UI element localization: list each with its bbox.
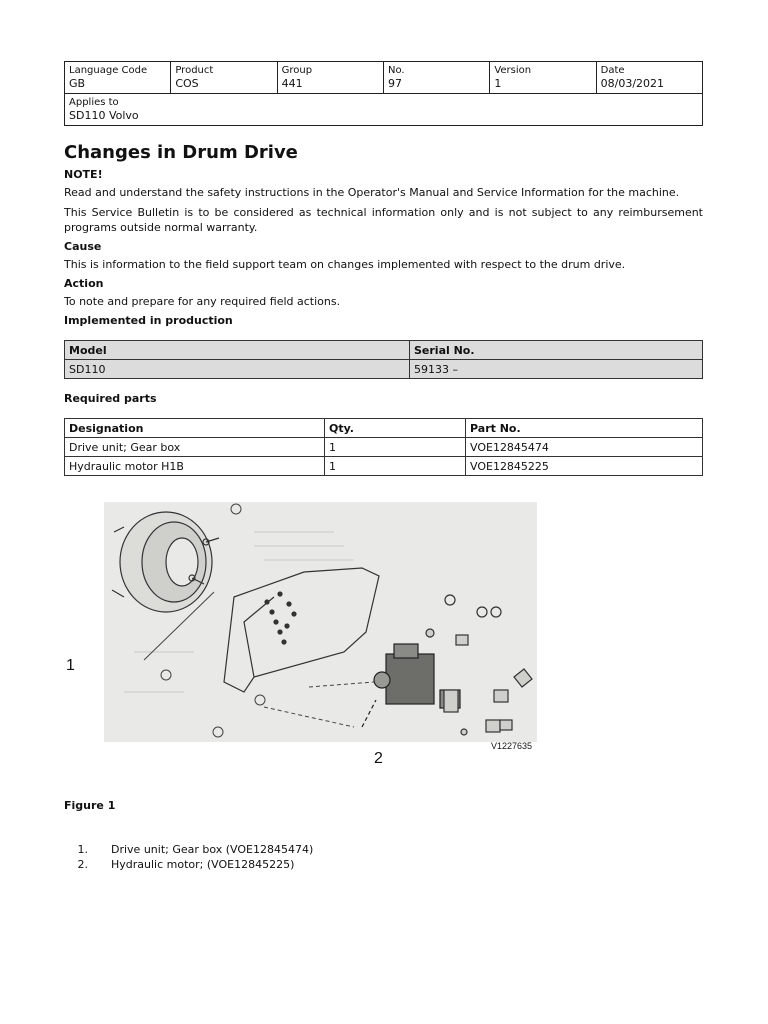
version-cell: [490, 62, 596, 94]
figure-1: [66, 502, 537, 767]
product-label: Product: [175, 65, 214, 76]
table-row: [65, 438, 703, 457]
group-cell: [277, 62, 383, 94]
version-value: 1: [494, 77, 502, 90]
list-item: [64, 842, 313, 857]
number-value: 97: [387, 77, 402, 90]
note-heading: NOTE!: [64, 168, 103, 181]
table-row: [65, 457, 703, 476]
applies-to-label: Applies to: [69, 97, 119, 108]
group-label: Group: [281, 65, 313, 76]
item-text: Drive unit; Gear box (VOE12845474): [111, 843, 314, 856]
part-number-cell: VOE12845474: [466, 438, 703, 457]
page-title: Changes in Drum Drive: [64, 142, 298, 163]
designation-column-header: Designation: [65, 419, 325, 438]
item-number: 2.: [77, 858, 88, 871]
note-text: Read and understand the safety instructions in the Operator's Manual and Service Information for the machine.: [64, 186, 680, 199]
bulletin-header-table: [64, 61, 703, 126]
item-number: 1.: [77, 843, 88, 856]
cause-heading: Cause: [64, 240, 102, 253]
part-number-cell: VOE12845225: [466, 457, 703, 476]
callout-1: 1: [66, 657, 75, 674]
action-heading: Action: [64, 277, 104, 290]
model-column-header: Model: [65, 341, 410, 360]
product-cell: [171, 62, 277, 94]
applies-to-cell: [65, 94, 703, 126]
service-bulletin: [64, 61, 703, 476]
bulletin-text: This Service Bulletin is to be considered as technical information only and is not subject to any reimbursement programs outside normal warranty.: [64, 206, 703, 234]
image-code: V1227635: [491, 741, 533, 751]
language-code-label: Language Code: [69, 65, 148, 76]
figure-caption: Figure 1: [64, 799, 116, 812]
date-label: Date: [600, 65, 625, 76]
designation-cell: Hydraulic motor H1B: [65, 457, 325, 476]
table-header-row: [65, 341, 703, 360]
item-text: Hydraulic motor; (VOE12845225): [111, 858, 295, 871]
implemented-heading: Implemented in production: [64, 314, 233, 327]
serial-column-header: Serial No.: [410, 341, 703, 360]
applies-to-value: SD110 Volvo: [69, 109, 139, 122]
callout-2: 2: [374, 750, 383, 767]
table-row: [65, 360, 703, 379]
number-label: No.: [387, 65, 405, 76]
date-value: 08/03/2021: [600, 77, 665, 90]
language-code-value: GB: [69, 77, 86, 90]
table-header-row: [65, 419, 703, 438]
serial-cell: 59133 –: [410, 360, 703, 379]
action-text: To note and prepare for any required field actions.: [64, 295, 341, 308]
list-item: [64, 857, 313, 872]
designation-cell: Drive unit; Gear box: [65, 438, 325, 457]
qty-cell: 1: [325, 457, 466, 476]
required-parts-heading: Required parts: [64, 392, 157, 405]
model-cell: SD110: [65, 360, 410, 379]
group-value: 441: [281, 77, 303, 90]
product-value: COS: [175, 77, 199, 90]
qty-cell: 1: [325, 438, 466, 457]
cause-text: This is information to the field support team on changes implemented with respect to the drum drive.: [64, 258, 626, 271]
model-table: [64, 340, 703, 379]
figure-item-list: [64, 842, 313, 872]
drum-drive-drawing: [104, 502, 537, 742]
parts-table: [64, 418, 703, 476]
qty-column-header: Qty.: [325, 419, 466, 438]
version-label: Version: [494, 65, 532, 76]
date-cell: [596, 62, 702, 94]
part-number-column-header: Part No.: [466, 419, 703, 438]
number-cell: [383, 62, 489, 94]
language-code-cell: [65, 62, 171, 94]
